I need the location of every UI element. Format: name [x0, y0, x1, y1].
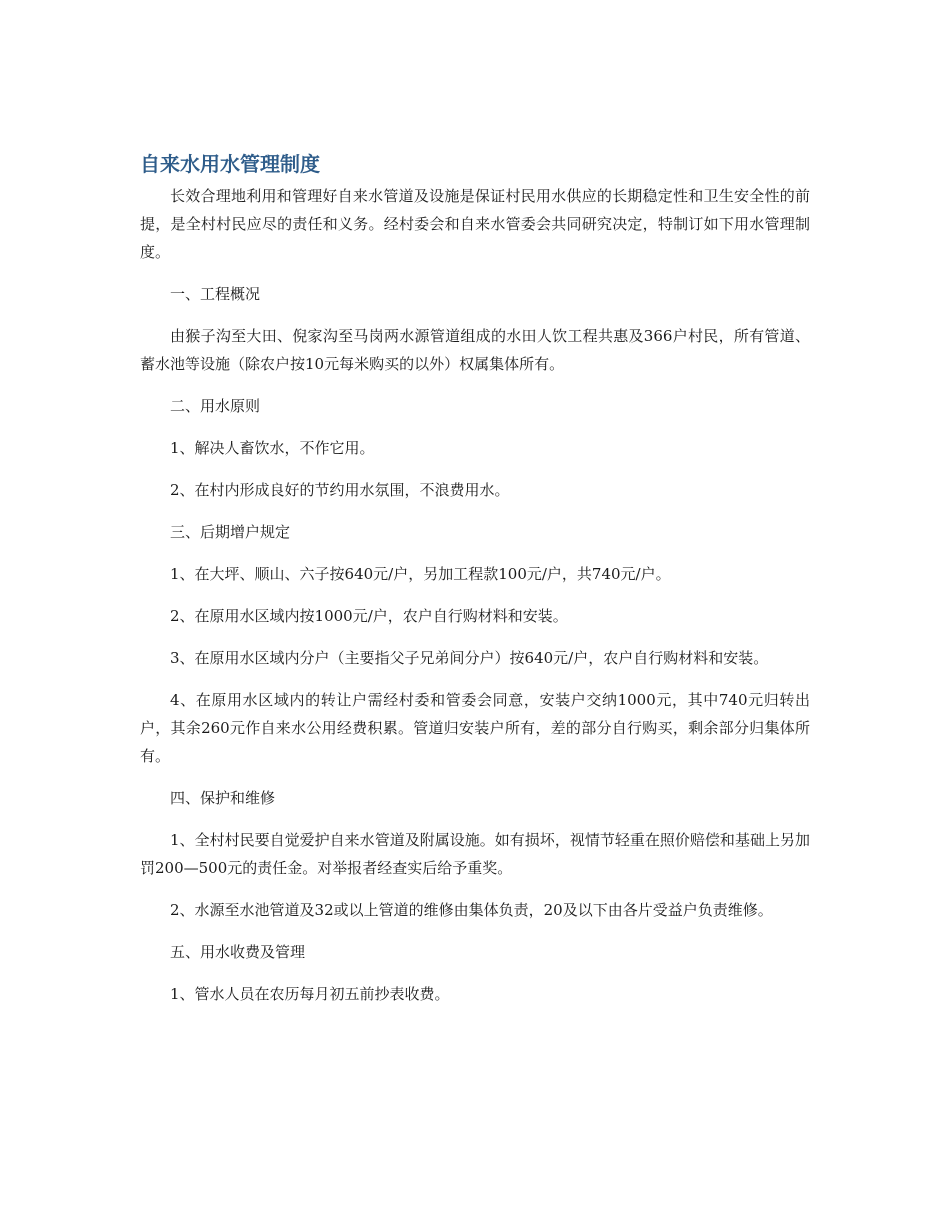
section-heading-water-principles: 二、用水原则 [170, 397, 261, 415]
protection-rule-1: 1、全村村民要自觉爱护自来水管道及附属设施。如有损坏，视情节轻重在照价赔偿和基础上另加罚200—500元的责任金。对举报者经查实后给予重奖。 [140, 831, 810, 877]
document-body [140, 150, 810, 1022]
new-household-rule-3: 3、在原用水区域内分户（主要指父子兄弟间分户）按640元/户，农户自行购材料和安装。 [170, 649, 769, 667]
project-overview-paragraph: 由猴子沟至大田、倪家沟至马岗两水源管道组成的水田人饮工程共惠及366户村民，所有管道、蓄水池等设施（除农户按10元每米购买的以外）权属集体所有。 [140, 327, 810, 373]
new-household-rule-2: 2、在原用水区域内按1000元/户，农户自行购材料和安装。 [170, 607, 568, 625]
new-household-rule-4: 4、在原用水区域内的转让户需经村委和管委会同意，安装户交纳1000元，其中740元归转出户，其余260元作自来水公用经费积累。管道归安装户所有，差的部分自行购买，剩余部分归集体所有。 [140, 691, 810, 765]
principle-item-1: 1、解决人畜饮水，不作它用。 [170, 439, 375, 457]
principle-item-2: 2、在村内形成良好的节约用水氛围，不浪费用水。 [170, 481, 510, 499]
section-heading-new-households: 三、后期增户规定 [170, 523, 291, 541]
new-household-rule-1: 1、在大坪、顺山、六子按640元/户，另加工程款100元/户，共740元/户。 [170, 565, 671, 583]
fees-rule-1: 1、管水人员在农历每月初五前抄表收费。 [170, 985, 450, 1003]
intro-paragraph: 长效合理地利用和管理好自来水管道及设施是保证村民用水供应的长期稳定性和卫生安全性的前提，是全村村民应尽的责任和义务。经村委会和自来水管委会共同研究决定，特制订如下用水管理制度。 [140, 187, 810, 261]
protection-rule-2: 2、水源至水池管道及32或以上管道的维修由集体负责，20及以下由各片受益户负责维修。 [170, 901, 773, 919]
section-heading-project-overview: 一、工程概况 [170, 285, 261, 303]
section-heading-protection-maintenance: 四、保护和维修 [170, 789, 276, 807]
document-title: 自来水用水管理制度 [140, 152, 320, 176]
section-heading-fees-management: 五、用水收费及管理 [170, 943, 306, 961]
